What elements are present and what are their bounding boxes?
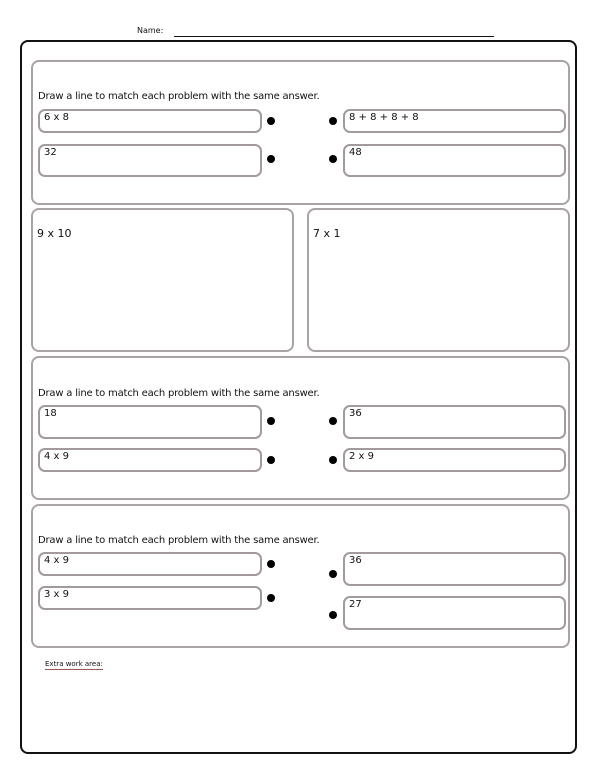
match-dot-left[interactable] [267, 417, 275, 425]
match-dot-left[interactable] [267, 456, 275, 464]
match-dot-right[interactable] [329, 611, 337, 619]
matching-section-3 [31, 504, 570, 648]
matching-section-2 [31, 356, 570, 500]
instruction-text: Draw a line to match each problem with the same answer. [38, 388, 320, 399]
answer-box-right[interactable]: 36 [343, 552, 566, 586]
extra-work-area-label: Extra work area: [45, 660, 103, 668]
work-problem: 9 x 10 [37, 227, 72, 240]
problem-box-left[interactable]: 4 x 9 [38, 552, 262, 576]
match-dot-right[interactable] [329, 117, 337, 125]
match-dot-left[interactable] [267, 155, 275, 163]
answer-box-right[interactable]: 48 [343, 144, 566, 177]
answer-box-right[interactable]: 36 [343, 405, 566, 439]
problem-box-left[interactable]: 4 x 9 [38, 448, 262, 472]
answer-box-right[interactable]: 2 x 9 [343, 448, 566, 472]
instruction-text: Draw a line to match each problem with the same answer. [38, 91, 320, 102]
work-problem: 7 x 1 [313, 227, 341, 240]
problem-box-left[interactable]: 18 [38, 405, 262, 439]
answer-box-right[interactable]: 27 [343, 596, 566, 630]
name-field[interactable] [174, 36, 494, 37]
instruction-text: Draw a line to match each problem with the same answer. [38, 535, 320, 546]
match-dot-left[interactable] [267, 117, 275, 125]
match-dot-right[interactable] [329, 155, 337, 163]
match-dot-right[interactable] [329, 570, 337, 578]
worksheet-frame [20, 40, 577, 754]
matching-section-1 [31, 60, 570, 205]
match-dot-right[interactable] [329, 456, 337, 464]
answer-box-right[interactable]: 8 + 8 + 8 + 8 [343, 109, 566, 133]
match-dot-left[interactable] [267, 560, 275, 568]
problem-box-left[interactable]: 3 x 9 [38, 586, 262, 610]
name-label: Name: [137, 26, 164, 35]
work-box-2[interactable] [307, 208, 570, 352]
match-dot-left[interactable] [267, 594, 275, 602]
problem-box-left[interactable]: 32 [38, 144, 262, 177]
work-box-1[interactable] [31, 208, 294, 352]
problem-box-left[interactable]: 6 x 8 [38, 109, 262, 133]
match-dot-right[interactable] [329, 417, 337, 425]
